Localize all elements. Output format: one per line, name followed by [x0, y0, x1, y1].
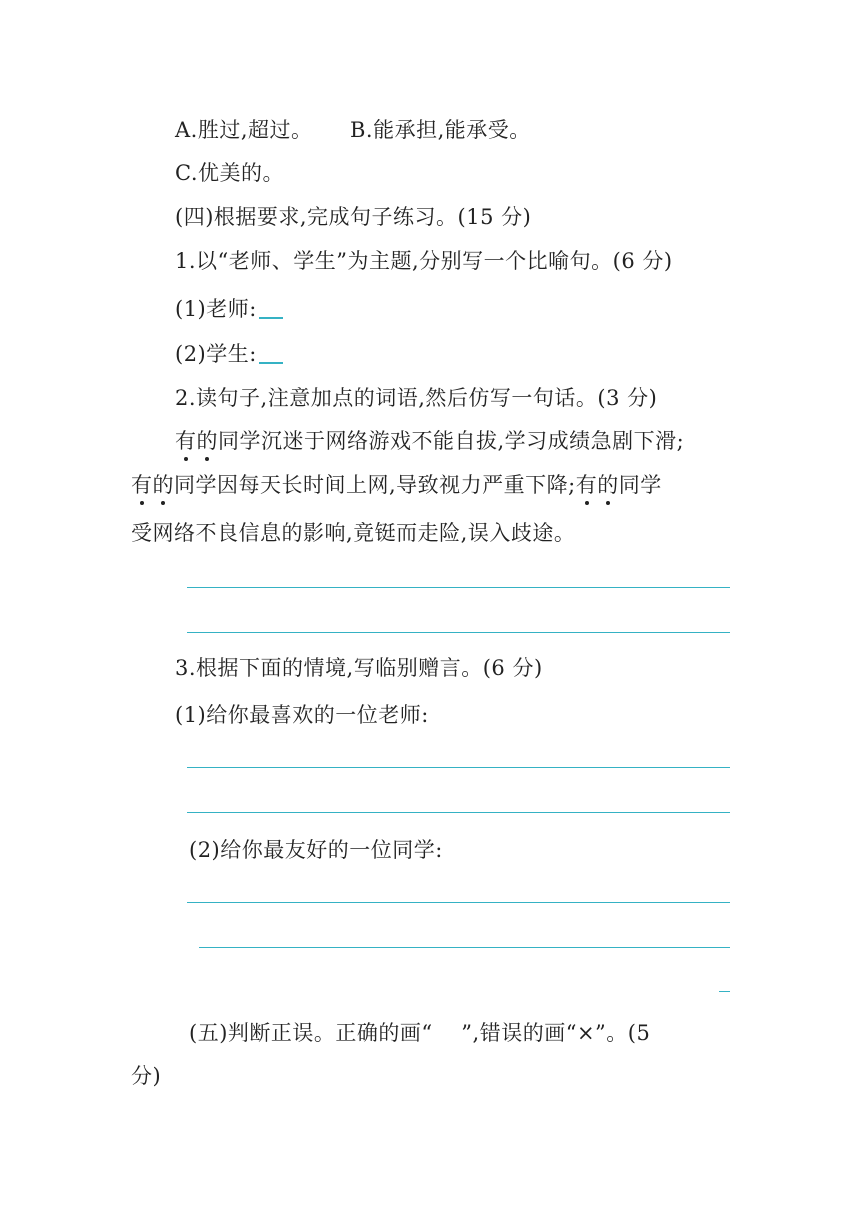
teacher-answer-blank[interactable] [259, 297, 283, 319]
answer-line[interactable] [187, 902, 730, 903]
answer-line[interactable] [187, 632, 730, 633]
option-c: C.优美的。 [175, 161, 284, 185]
question-3-classmate: (2)给你最友好的一位同学: [189, 838, 443, 862]
answer-line[interactable] [187, 812, 730, 813]
answer-line[interactable] [187, 587, 730, 588]
option-a: A.胜过,超过。 [175, 118, 313, 142]
question-1-student [175, 340, 283, 368]
passage-line-1 [175, 427, 684, 455]
section-five-heading: (五)判断正误。正确的画“ ”,错误的画“×”。(5 [189, 1021, 651, 1045]
answer-line[interactable] [187, 767, 730, 768]
question-3: 3.根据下面的情境,写临别赠言。(6 分) [175, 656, 543, 680]
question-1-teacher-label: (1)老师: [175, 297, 257, 321]
passage-text: 同学沉迷于网络游戏不能自拔,学习成绩急剧下滑; [218, 429, 685, 453]
passage-text: 同学 [618, 473, 662, 497]
student-answer-blank[interactable] [259, 342, 283, 364]
question-1-student-label: (2)学生: [175, 342, 257, 366]
dotted-word: 的 [152, 473, 174, 497]
question-3-teacher: (1)给你最喜欢的一位老师: [175, 703, 429, 727]
question-1-teacher [175, 295, 283, 323]
question-1: 1.以“老师、学生”为主题,分别写一个比喻句。(6 分) [175, 249, 673, 273]
passage-line-2 [131, 471, 662, 499]
dotted-word: 有 [175, 429, 197, 453]
answer-line[interactable] [199, 947, 730, 948]
question-2: 2.读句子,注意加点的词语,然后仿写一句话。(3 分) [175, 386, 658, 410]
section-five-heading-cont: 分) [131, 1064, 162, 1088]
option-b: B.能承担,能承受。 [350, 118, 531, 142]
dotted-word: 的 [597, 473, 619, 497]
dotted-word: 有 [131, 473, 153, 497]
dotted-word: 的 [196, 429, 218, 453]
passage-line-3: 受网络不良信息的影响,竟铤而走险,误入歧途。 [131, 521, 576, 545]
dotted-word: 有 [575, 473, 598, 497]
answer-line-end-mark [719, 991, 730, 992]
passage-text: 同学因每天长时间上网,导致视力严重下降; [174, 473, 576, 497]
section-four-heading: (四)根据要求,完成句子练习。(15 分) [175, 205, 532, 229]
